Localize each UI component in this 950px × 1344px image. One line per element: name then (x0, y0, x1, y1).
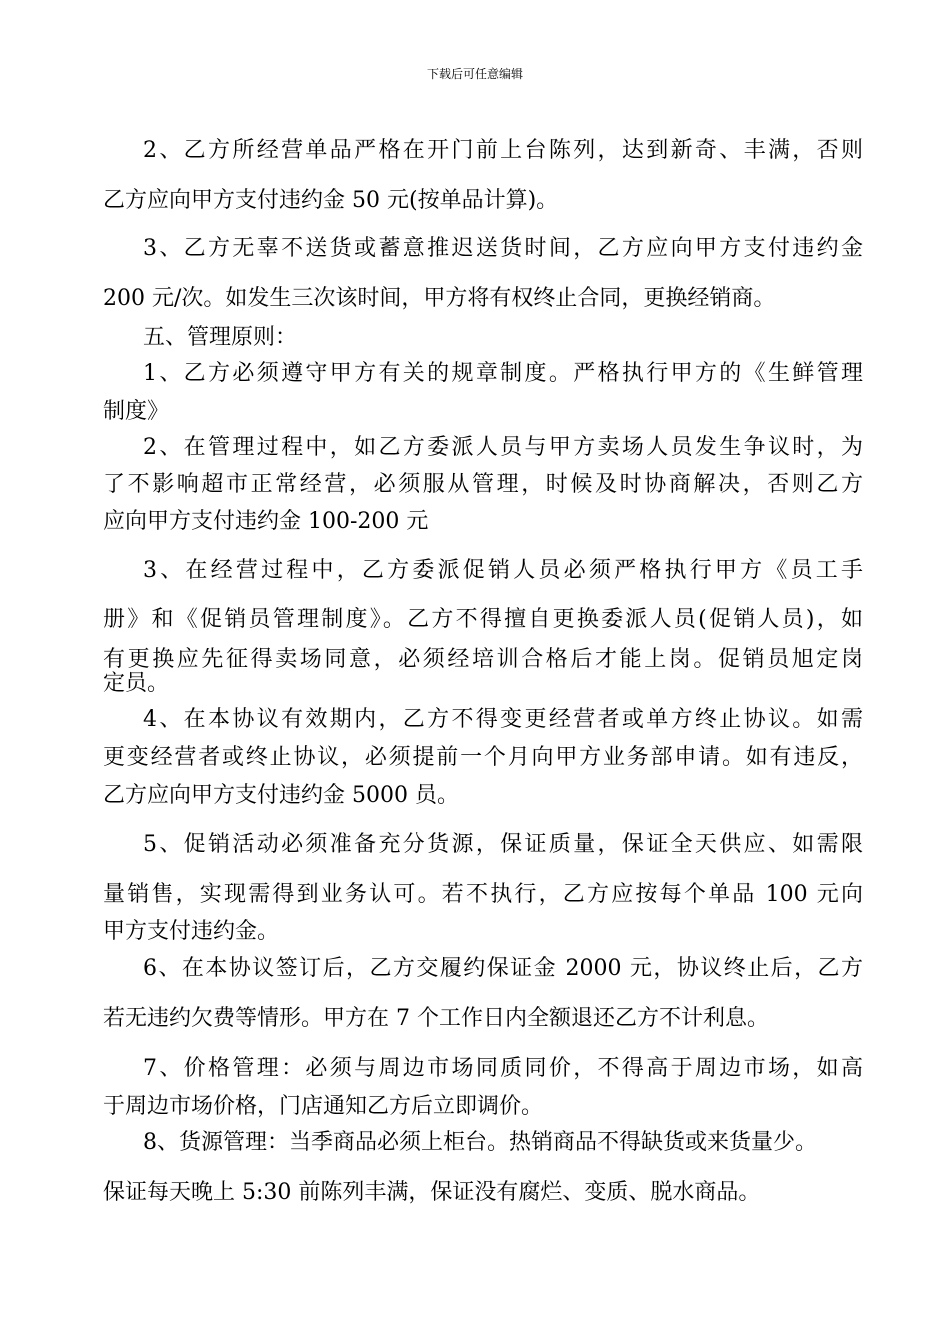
text-line: 4、在本协议有效期内，乙方不得变更经营者或单方终止协议。如需 (143, 707, 863, 732)
text-line: 乙方应向甲方支付违约金 5000 员。 (103, 783, 459, 808)
text-line: 3、在经营过程中，乙方委派促销人员必须严格执行甲方《员工手 (143, 558, 863, 583)
text-line: 量销售，实现需得到业务认可。若不执行，乙方应按每个单品 100 元向 (103, 882, 863, 907)
text-line: 2、乙方所经营单品严格在开门前上台陈列，达到新奇、丰满，否则 (143, 138, 863, 163)
text-line: 6、在本协议签订后，乙方交履约保证金 2000 元，协议终止后，乙方 (143, 956, 863, 981)
text-line: 了不影响超市正常经营，必须服从管理，时候及时协商解决，否则乙方 (103, 472, 863, 497)
text-line: 制度》 (103, 399, 170, 424)
text-line: 8、货源管理：当季商品必须上柜台。热销商品不得缺货或来货量少。 (143, 1130, 817, 1155)
text-line: 5、促销活动必须准备充分货源，保证质量，保证全天供应、如需限 (143, 832, 863, 857)
text-line: 1、乙方必须遵守甲方有关的规章制度。严格执行甲方的《生鲜管理 (143, 361, 863, 386)
page-header: 下载后可任意编辑 (426, 67, 523, 81)
text-line: 更变经营者或终止协议，必须提前一个月向甲方业务部申请。如有违反， (103, 745, 863, 770)
text-line: 应向甲方支付违约金 100-200 元 (103, 509, 429, 534)
text-line: 定员。 (103, 671, 170, 696)
text-line: 乙方应向甲方支付违约金 50 元(按单品计算)。 (103, 188, 559, 213)
text-line: 200 元/次。如发生三次该时间，甲方将有权终止合同，更换经销商。 (103, 286, 776, 311)
text-line: 册》和《促销员管理制度》。乙方不得擅自更换委派人员(促销人员)，如 (103, 607, 863, 632)
text-line: 7、价格管理：必须与周边市场同质同价，不得高于周边市场，如高 (143, 1056, 863, 1081)
text-line: 有更换应先征得卖场同意，必须经培训合格后才能上岗。促销员旭定岗 (103, 647, 863, 672)
text-line: 于周边市场价格，门店通知乙方后立即调价。 (103, 1094, 544, 1119)
text-line: 若无违约欠费等情形。甲方在 7 个工作日内全额退还乙方不计利息。 (103, 1006, 769, 1031)
text-line: 2、在管理过程中，如乙方委派人员与甲方卖场人员发生争议时，为 (143, 435, 863, 460)
section-heading: 五、管理原则： (143, 325, 298, 350)
text-line: 甲方支付违约金。 (103, 919, 280, 944)
text-line: 保证每天晚上 5:30 前陈列丰满，保证没有腐烂、变质、脱水商品。 (103, 1180, 761, 1205)
text-line: 3、乙方无辜不送货或蓄意推迟送货时间，乙方应向甲方支付违约金 (143, 236, 863, 261)
